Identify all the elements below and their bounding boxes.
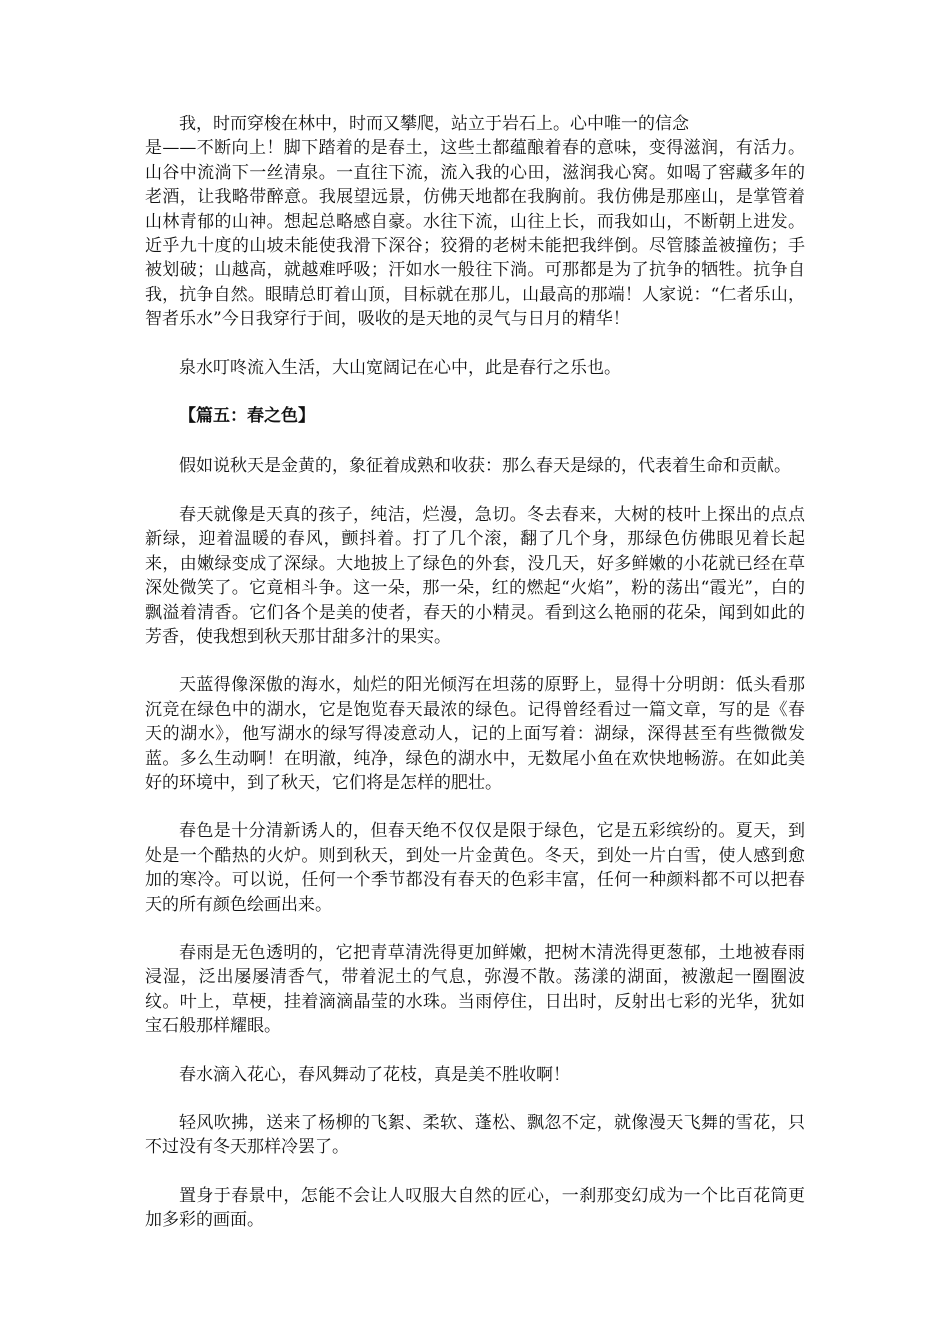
body-paragraph: 置身于春景中，怎能不会让人叹服大自然的匠心，一刹那变幻成为一个比百花筒更加多彩的画面。	[145, 1185, 805, 1231]
body-paragraph: 春天就像是天真的孩子，纯洁，烂漫，急切。冬去春来，大树的枝叶上探出的点点新绿，迎着温暖的春风，颤抖着。打了几个滚，翻了几个身，那绿色仿佛眼见着长起来，由嫩绿变成了深绿。大地披上了绿色的外套，没几天，好多鲜嫩的小花就已经在草深处微笑了。它竟相斗争。这一朵，那一朵，红的燃起“火焰”，粉的荡出“霞光”，白的飘溢着清香。它们各个是美的使者，春天的小精灵。看到这么艳丽的花朵，闻到如此的芳香，使我想到秋天那甘甜多汁的果实。	[145, 504, 805, 647]
spring-paragraph: 泉水叮咚流入生活，大山宽阔记在心中，此是春行之乐也。	[179, 357, 621, 378]
document-page	[145, 112, 805, 1257]
body-paragraph: 春水滴入花心，春风舞动了花枝，真是美不胜收啊！	[179, 1064, 570, 1085]
body-paragraph: 春色是十分清新诱人的，但春天绝不仅仅是限于绿色，它是五彩缤纷的。夏天，到处是一个酷热的火炉。则到秋天，到处一片金黄色。冬天，到处一片白雪，使人感到愈加的寒冷。可以说，任何一个季节都没有春天的色彩丰富，任何一种颜料都不可以把春天的所有颜色绘画出来。	[145, 821, 805, 915]
section-title: 【篇五：春之色】	[179, 406, 315, 427]
body-paragraph: 天蓝得像深傲的海水，灿烂的阳光倾泻在坦荡的原野上，显得十分明朗：低头看那沉竞在绿色中的湖水，它是饱览春天最浓的绿色。记得曾经看过一篇文章，写的是《春天的湖水》，他写湖水的绿写得凌意动人，记的上面写着：湖绿，深得甚至有些微微发蓝。多么生动啊！在明澈，纯净，绿色的湖水中，无数尾小鱼在欢快地畅游。在如此美好的环境中，到了秋天，它们将是怎样的肥壮。	[145, 675, 805, 793]
opening-paragraph-rest: 是——不断向上！脚下踏着的是春土，这些土都蕴酿着春的意味，变得滋润，有活力。山谷中流淌下一丝清泉。一直往下流，流入我的心田，滋润我心窝。如喝了窖藏多年的老酒，让我略带醉意。我展望远景，仿佛天地都在我胸前。我仿佛是那座山，是掌管着山林青郁的山神。想起总略感自豪。水往下流，山往上长，而我如山，不断朝上进发。近乎九十度的山坡未能使我滑下深谷；狡猾的老树未能把我绊倒。尽管膝盖被撞伤；手被划破；山越高，就越难呼吸；汗如水一般往下淌。可那都是为了抗争的牺牲。抗争自我，抗争自然。眼睛总盯着山顶，目标就在那儿，山最高的那端！人家说：“仁者乐山，智者乐水”今日我穿行于间，吸收的是天地的灵气与日月的精华！	[145, 138, 805, 330]
opening-paragraph	[145, 112, 805, 332]
opening-first-line: 我，时而穿梭在林中，时而又攀爬，站立于岩石上。心中唯一的信念	[179, 114, 689, 134]
body-paragraph: 春雨是无色透明的，它把青草清洗得更加鲜嫩，把树木清洗得更葱郁，土地被春雨浸湿，泛出屡屡清香气，带着泥土的气息，弥漫不散。荡漾的湖面，被激起一圈圈波纹。叶上，草梗，挂着滴滴晶莹的水珠。当雨停住，日出时，反射出七彩的光华，犹如宝石般那样耀眼。	[145, 942, 805, 1037]
body-paragraph: 假如说秋天是金黄的，象征着成熟和收获：那么春天是绿的，代表着生命和贡献。	[179, 456, 791, 477]
body-paragraph: 轻风吹拂，送来了杨柳的飞絮、柔软、蓬松、飘忽不定，就像漫天飞舞的雪花，只不过没有冬天那样冷罢了。	[145, 1113, 805, 1158]
